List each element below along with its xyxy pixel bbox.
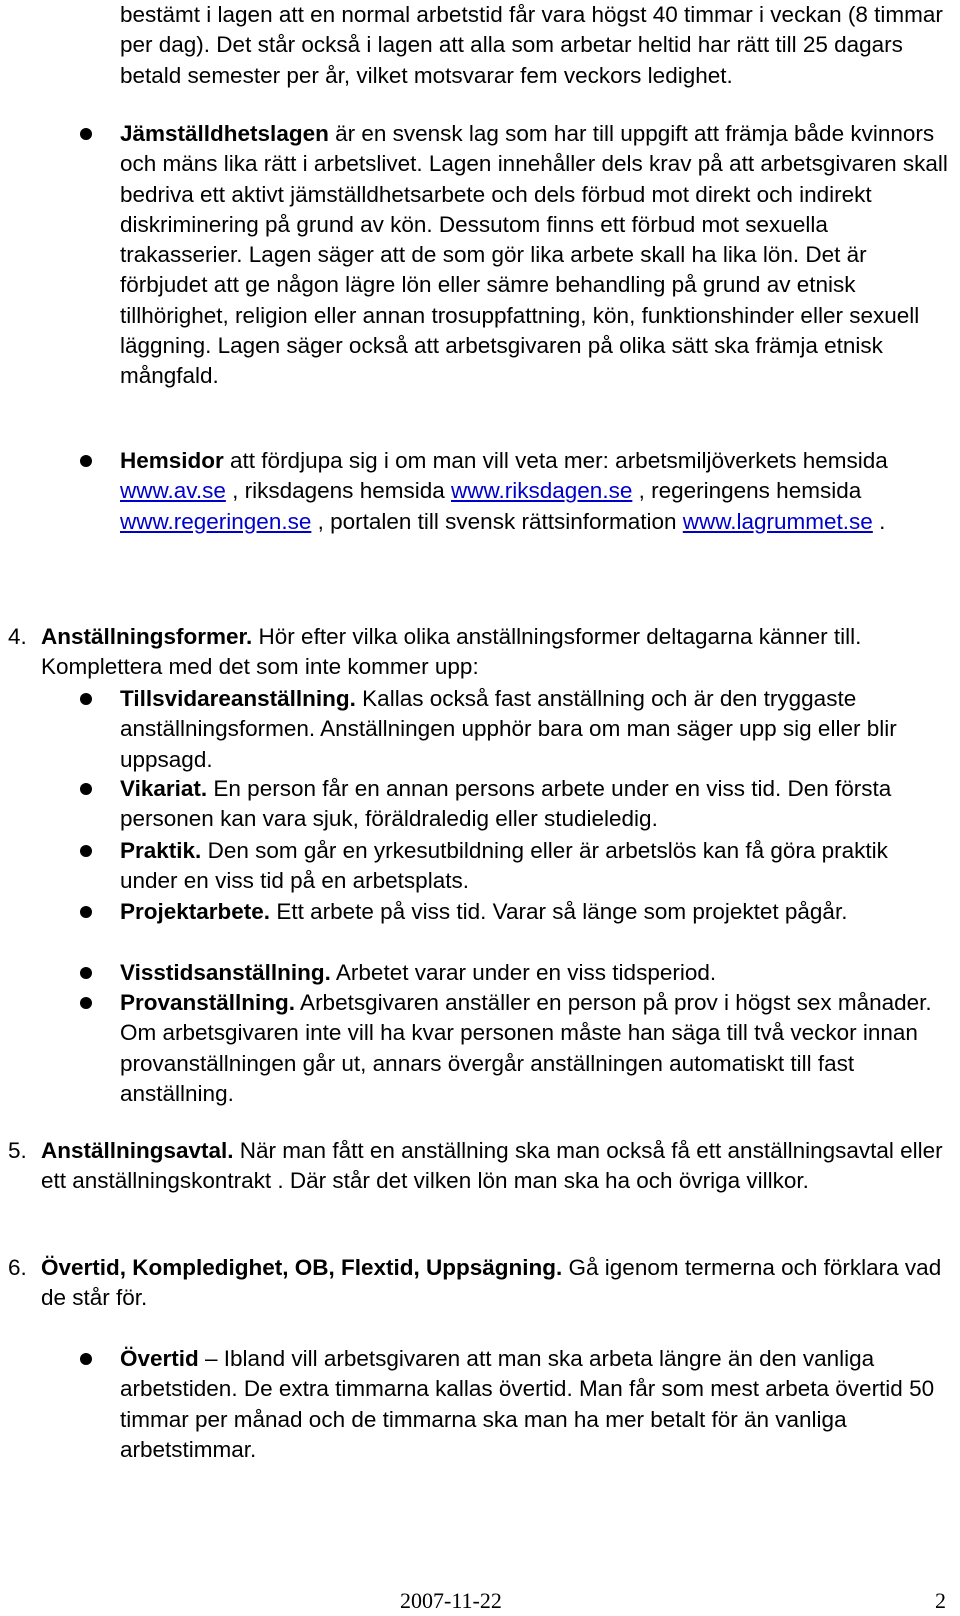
bullet-icon: [80, 967, 92, 979]
list-item-term: Projektarbete.: [120, 899, 271, 924]
list-item: [120, 958, 950, 988]
section-4-text: Hör efter vilka olika anställningsformer deltagarna känner till. Komplettera med det som inte kommer upp:: [41, 624, 862, 680]
list-item: [120, 897, 950, 927]
list-item-term: Visstidsanställning.: [120, 960, 331, 985]
bullet-icon: [80, 1353, 92, 1365]
list-item-text: Kallas också fast anställning och är den tryggaste anställningsformen. Anställningen upphör bara om man säger upp sig eller blir uppsagd.: [120, 686, 897, 772]
hemsidor-text-3: , regeringens hemsida: [632, 478, 862, 504]
jamstalldhet-text: är en svensk lag som har till uppgift att främja både kvinnors och mäns lika rätt i arbetslivet. Lagen innehåller dels krav på att arbetsgivaren skall bedriva ett aktivt jämställdhetsarbete och dels förbud mot direkt och indirekt diskriminering på grund av kön. Dessutom finns ett förbud mot sexuella trakasserier. Lagen säger att de som gör lika arbete skall ha lika lön. Det är förbjudet att ge någon lägre lön eller sämre behandling på grund av etnisk tillhörighet, religion eller annan trosuppfattning, kön, funktionshinder eller sexuell läggning. Lagen säger också att arbetsgivaren på olika sätt ska främja etnisk mångfald.: [120, 121, 948, 389]
bullet-icon: [80, 455, 92, 467]
list-item: [120, 988, 950, 1109]
jamstalldhet-paragraph: [120, 119, 950, 392]
list-item-text: Arbetet varar under en viss tidsperiod.: [330, 960, 717, 985]
list-item-text: – Ibland vill arbetsgivaren att man ska arbeta längre än den vanliga arbetstiden. De extra timmarna kallas övertid. Man får som mest arbeta övertid 50 timmar per månad och de timmarna ska man ha mer betalt för än vanliga arbetstimmar.: [120, 1346, 935, 1462]
link-lagrummet[interactable]: www.lagrummet.se: [682, 508, 873, 534]
hemsidor-text-1: att fördjupa sig i om man vill veta mer: arbetsmiljöverkets hemsida: [223, 448, 888, 473]
list-item-text: Arbetsgivaren anställer en person på prov i högst sex månader. Om arbetsgivaren inte vill ha kvar personen måste han säga till två veckor innan provanställningen går ut, annars övergår anställningen automatiskt till fast anställning.: [120, 990, 932, 1106]
section-6-title: Övertid, Kompledighet, OB, Flextid, Uppsägning.: [41, 1255, 563, 1280]
list-item-term: Tillsvidareanställning.: [120, 686, 356, 711]
section-6-number: 6.: [8, 1255, 27, 1280]
section-4-number: 4.: [8, 624, 27, 649]
link-riksdagen[interactable]: www.riksdagen.se: [451, 478, 633, 504]
list-item-term: Övertid: [120, 1346, 199, 1371]
section-4-title: Anställningsformer.: [41, 624, 253, 649]
section-5-paragraph: [41, 1136, 951, 1197]
bullet-icon: [80, 693, 92, 705]
list-item-term: Provanställning.: [120, 990, 296, 1015]
list-item: [120, 1344, 950, 1465]
section-6-text: Gå igenom termerna och förklara vad de står för.: [41, 1255, 942, 1311]
section-5-text: När man fått en anställning ska man också få ett anställningsavtal eller ett anställningskontrakt . Där står det vilken lön man ska ha och övriga villkor.: [41, 1138, 943, 1194]
section-4-heading: [41, 622, 951, 683]
section-6-heading: [41, 1253, 951, 1314]
section-5-title: Anställningsavtal.: [41, 1138, 234, 1163]
hemsidor-text-5: .: [872, 508, 886, 534]
page-number: 2: [935, 1588, 946, 1613]
list-item: [120, 684, 950, 775]
list-item-term: Vikariat.: [120, 776, 208, 801]
hemsidor-term: Hemsidor: [120, 448, 224, 473]
bullet-icon: [80, 906, 92, 918]
hemsidor-paragraph: [120, 446, 950, 537]
section-5-number: 5.: [8, 1138, 27, 1163]
link-av[interactable]: www.av.se: [120, 478, 226, 504]
link-regeringen[interactable]: www.regeringen.se: [120, 508, 312, 534]
list-item: [120, 774, 950, 835]
list-item: [120, 836, 950, 897]
hemsidor-text-2: , riksdagens hemsida: [225, 478, 451, 504]
list-item-text: Ett arbete på viss tid. Varar så länge som projektet pågår.: [270, 899, 848, 924]
footer-date: 2007-11-22: [400, 1588, 502, 1613]
list-item-text: En person får en annan persons arbete under en viss tid. Den första personen kan vara sjuk, föräldraledig eller studieledig.: [120, 776, 892, 832]
list-item-term: Praktik.: [120, 838, 202, 863]
bullet-icon: [80, 128, 92, 140]
jamstalldhet-term: Jämställdhetslagen: [120, 121, 329, 146]
bullet-icon: [80, 783, 92, 795]
list-item-text: Den som går en yrkesutbildning eller är arbetslös kan få göra praktik under en viss tid på en arbetsplats.: [120, 838, 888, 894]
intro-paragraph: bestämt i lagen att en normal arbetstid får vara högst 40 timmar i veckan (8 timmar per dag). Det står också i lagen att alla som arbetar heltid har rätt till 25 dagars betald semester per år, vilket motsvarar fem veckors ledighet.: [120, 2, 943, 88]
bullet-icon: [80, 845, 92, 857]
bullet-icon: [80, 997, 92, 1009]
hemsidor-text-4: , portalen till svensk rättsinformation: [311, 508, 683, 534]
